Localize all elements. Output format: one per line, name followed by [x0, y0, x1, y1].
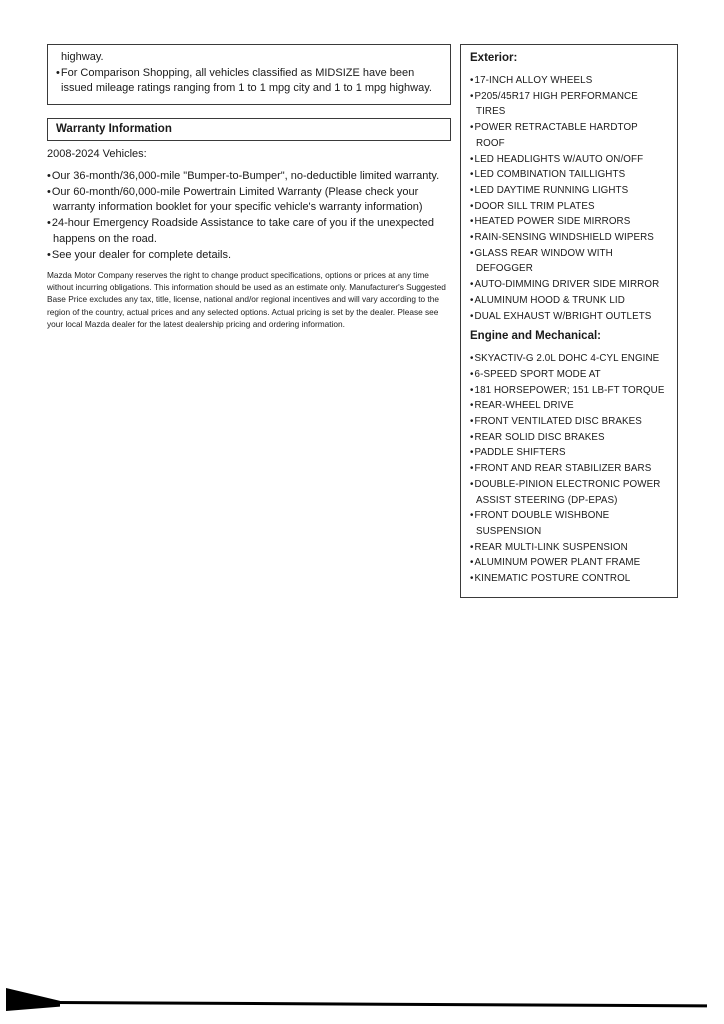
feature-item: • ALUMINUM POWER PLANT FRAME: [470, 555, 669, 571]
legal-disclaimer: Mazda Motor Company reserves the right to change product specifications, options or prices at any time without incurring obligations. This information should be used as an estimate only. Manufacturer's Suggested Base Price excludes any tax, title, license, national and/or regional incentives and will vary according to the region of the country, actual prices and any selected options. Actual pricing is set by the dealer. Please see your local Mazda dealer for the latest dealership pricing and ordering information.: [47, 270, 446, 329]
feature-item: • PADDLE SHIFTERS: [470, 445, 669, 461]
features-panel: [460, 44, 678, 598]
feature-item: • REAR-WHEEL DRIVE: [470, 398, 669, 414]
feature-item: • ALUMINUM HOOD & TRUNK LID: [470, 293, 669, 309]
feature-item: • P205/45R17 HIGH PERFORMANCE TIRES: [470, 89, 669, 120]
warranty-bullet: • 24-hour Emergency Roadside Assistance to take care of you if the unexpected happens on the road.: [47, 216, 451, 248]
engine-feature-list: [470, 351, 669, 587]
feature-item: • KINEMATIC POSTURE CONTROL: [470, 571, 669, 587]
feature-item: • FRONT DOUBLE WISHBONE SUSPENSION: [470, 508, 669, 539]
exterior-feature-list: [470, 73, 669, 324]
warranty-bullet: • See your dealer for complete details.: [47, 248, 451, 264]
warranty-bullet: • Our 60-month/60,000-mile Powertrain Limited Warranty (Please check your warranty information booklet for your specific vehicle's warranty information): [47, 185, 451, 217]
feature-item: • SKYACTIV-G 2.0L DOHC 4-CYL ENGINE: [470, 351, 669, 367]
feature-item: • GLASS REAR WINDOW WITH DEFOGGER: [470, 246, 669, 277]
engine-section-title: Engine and Mechanical:: [470, 330, 601, 343]
feature-item: • FRONT VENTILATED DISC BRAKES: [470, 414, 669, 430]
feature-item: • DOOR SILL TRIM PLATES: [470, 199, 669, 215]
feature-item: • AUTO-DIMMING DRIVER SIDE MIRROR: [470, 277, 669, 293]
feature-item: • DUAL EXHAUST W/BRIGHT OUTLETS: [470, 309, 669, 325]
feature-item: • REAR SOLID DISC BRAKES: [470, 430, 669, 446]
warranty-content: [47, 147, 451, 264]
mileage-note-box: [47, 44, 451, 105]
warranty-section-title: Warranty Information: [47, 118, 451, 141]
feature-item: • LED COMBINATION TAILLIGHTS: [470, 167, 669, 183]
feature-item: • LED HEADLIGHTS W/AUTO ON/OFF: [470, 152, 669, 168]
feature-item: • POWER RETRACTABLE HARDTOP ROOF: [470, 120, 669, 151]
scan-artifact-line: [57, 1001, 707, 1007]
feature-item: • LED DAYTIME RUNNING LIGHTS: [470, 183, 669, 199]
comparison-shopping-bullet: • For Comparison Shopping, all vehicles classified as MIDSIZE have been issued mileage ratings ranging from 1 to 1 mpg city and 1 to 1 mpg highway.: [56, 66, 442, 97]
feature-item: • DOUBLE-PINION ELECTRONIC POWER ASSIST STEERING (DP-EPAS): [470, 477, 669, 508]
warranty-subtitle: 2008-2024 Vehicles:: [47, 148, 147, 160]
exterior-section-title: Exterior:: [470, 52, 518, 64]
feature-item: • RAIN-SENSING WINDSHIELD WIPERS: [470, 230, 669, 246]
feature-item: • 6-SPEED SPORT MODE AT: [470, 367, 669, 383]
feature-item: • 17-INCH ALLOY WHEELS: [470, 73, 669, 89]
scan-artifact-wedge: [6, 987, 60, 1011]
feature-item: • HEATED POWER SIDE MIRRORS: [470, 214, 669, 230]
warranty-bullet: • Our 36-month/36,000-mile "Bumper-to-Bumper", no-deductible limited warranty.: [47, 169, 451, 185]
feature-item: • 181 HORSEPOWER; 151 LB-FT TORQUE: [470, 383, 669, 399]
feature-item: • FRONT AND REAR STABILIZER BARS: [470, 461, 669, 477]
feature-item: • REAR MULTI-LINK SUSPENSION: [470, 540, 669, 556]
mileage-note-continuation: highway.: [61, 51, 104, 63]
